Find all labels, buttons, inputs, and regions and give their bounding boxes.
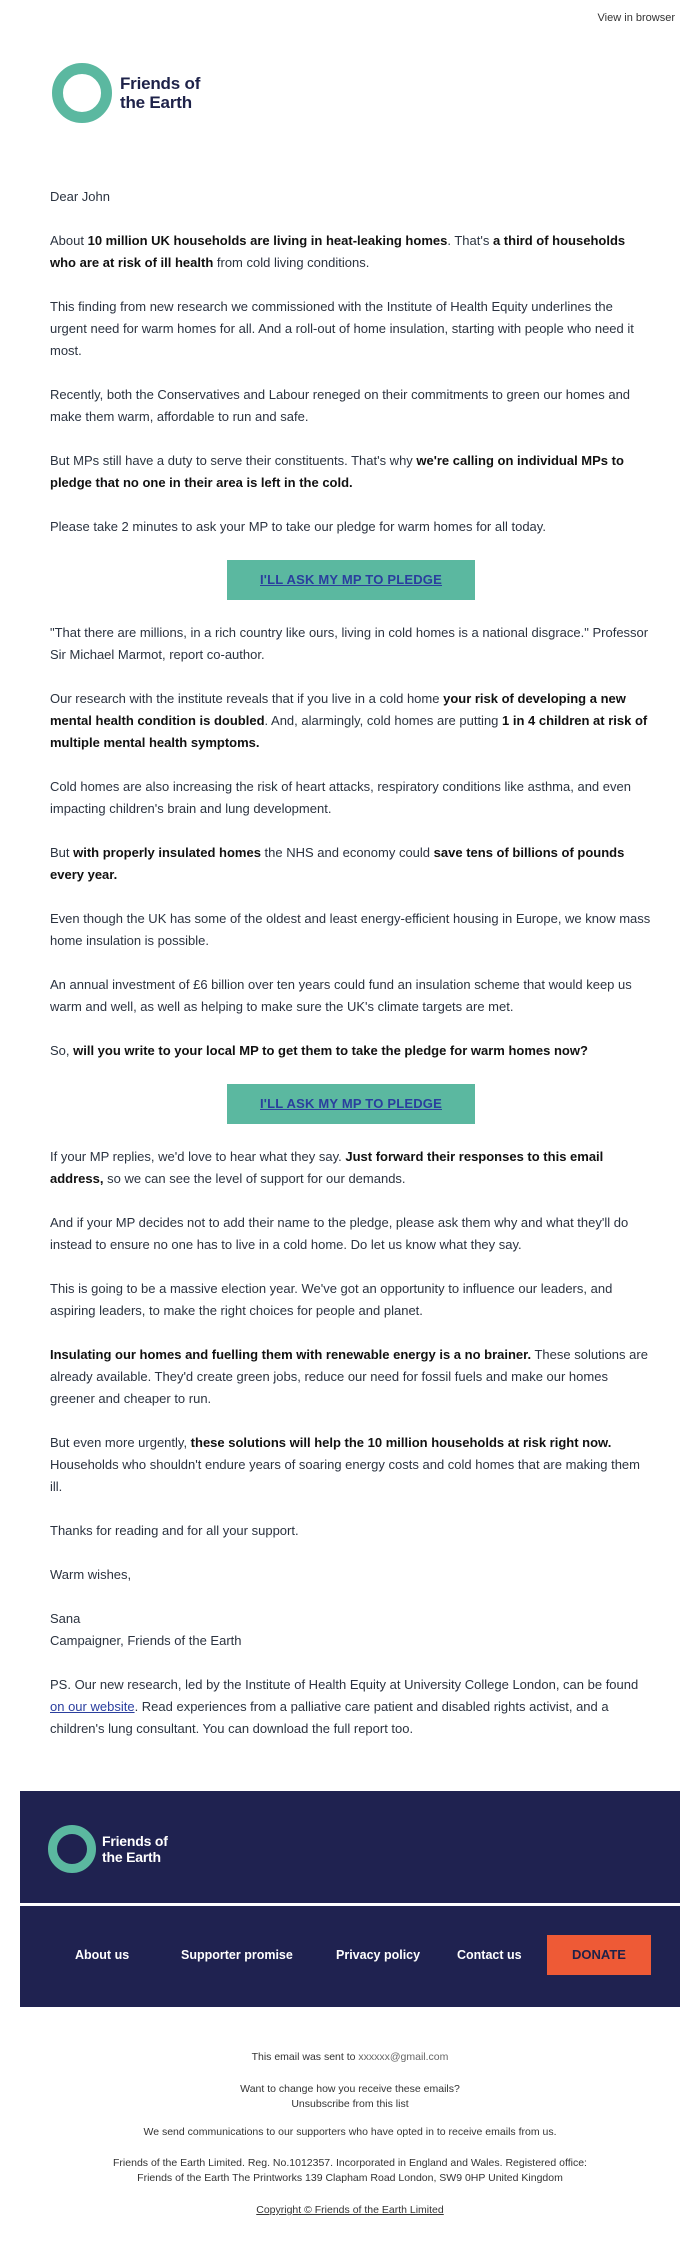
- footer-link-about-us[interactable]: About us: [75, 1948, 130, 1962]
- company-info-line1: Friends of the Earth Limited. Reg. No.1012357. Incorporated in England and Wales. Registered office:: [113, 2157, 587, 2169]
- logo-wordmark: Friends of the Earth: [120, 74, 201, 112]
- paragraph: Please take 2 minutes to ask your MP to take our pledge for warm homes for all today.: [50, 519, 546, 534]
- paragraph: But with properly insulated homes the NHS and economy could save tens of billions of pounds every year.: [50, 845, 625, 882]
- paragraph: If your MP replies, we'd love to hear what they say. Just forward their responses to this email address, so we can see the level of support for our demands.: [50, 1149, 604, 1186]
- sign-off: Warm wishes,: [50, 1567, 132, 1582]
- paragraph: Recently, both the Conservatives and Labour reneged on their commitments to green our homes and make them warm, affordable to run and safe.: [50, 387, 631, 424]
- signature: Sana Campaigner, Friends of the Earth: [50, 1611, 242, 1648]
- company-info-line2: Friends of the Earth The Printworks 139 Clapham Road London, SW9 0HP United Kingdom: [137, 2172, 563, 2184]
- view-in-browser-link[interactable]: View in browser: [597, 12, 675, 24]
- paragraph: But even more urgently, these solutions will help the 10 million households at risk right now. Households who shouldn't endure years of soaring energy costs and cold homes that are making them ill.: [50, 1435, 640, 1494]
- greeting: Dear John: [50, 189, 110, 204]
- header-logo[interactable]: [52, 63, 200, 123]
- change-prompt: Want to change how you receive these emails?: [240, 2083, 460, 2095]
- paragraph: Even though the UK has some of the oldest and least energy-efficient housing in Europe, we know mass home insulation is possible.: [50, 911, 651, 948]
- footer-logo[interactable]: [48, 1825, 168, 1873]
- ps-paragraph: PS. Our new research, led by the Institute of Health Equity at University College London, can be found on our website. Read experiences from a palliative care patient and disabled rights activist, and a children's lung consultant. You can download the full report too.: [50, 1677, 639, 1736]
- sent-to-line: This email was sent to xxxxxx@gmail.com: [251, 2051, 449, 2063]
- paragraph: About 10 million UK households are living in heat-leaking homes. That's a third of households who are at risk of ill health from cold living conditions.: [50, 233, 626, 270]
- paragraph: This is going to be a massive election year. We've got an opportunity to influence our leaders, and aspiring leaders, to make the right choices for people and planet.: [50, 1281, 613, 1318]
- cta-container: [50, 560, 652, 600]
- unsubscribe-link[interactable]: Unsubscribe from this list: [291, 2098, 409, 2110]
- pledge-cta-button[interactable]: I'LL ASK MY MP TO PLEDGE: [227, 560, 475, 600]
- logo-ring-icon: [52, 63, 112, 123]
- paragraph: But MPs still have a duty to serve their constituents. That's why we're calling on individual MPs to pledge that no one in their area is left in the cold.: [50, 453, 624, 490]
- paragraph: And if your MP decides not to add their name to the pledge, please ask them why and what they'll do instead to ensure no one has to live in a cold home. Do let us know what they say.: [50, 1215, 629, 1252]
- cta-container: [50, 1084, 652, 1124]
- footer-link-contact-us[interactable]: Contact us: [457, 1948, 522, 1962]
- paragraph: An annual investment of £6 billion over ten years could fund an insulation scheme that would keep us warm and well, as well as helping to make sure the UK's climate targets are met.: [50, 977, 632, 1014]
- website-link[interactable]: on our website: [50, 1699, 135, 1714]
- pledge-cta-button-2[interactable]: I'LL ASK MY MP TO PLEDGE: [227, 1084, 475, 1124]
- copyright-link[interactable]: Copyright © Friends of the Earth Limited: [256, 2204, 444, 2216]
- quote-paragraph: "That there are millions, in a rich country like ours, living in cold homes is a national disgrace." Professor Sir Michael Marmot, report co-author.: [50, 625, 649, 662]
- footer-nav: [20, 1906, 680, 2007]
- paragraph: So, will you write to your local MP to get them to take the pledge for warm homes now?: [50, 1043, 588, 1058]
- footer-brand-band: [20, 1791, 680, 1903]
- logo-wordmark: Friends of the Earth: [102, 1833, 168, 1865]
- paragraph: Thanks for reading and for all your support.: [50, 1523, 299, 1538]
- paragraph: Insulating our homes and fuelling them with renewable energy is a no brainer. These solutions are already available. They'd create green jobs, reduce our need for fossil fuels and make our homes greener and cheaper to run.: [50, 1347, 648, 1406]
- paragraph: Our research with the institute reveals that if you live in a cold home your risk of developing a new mental health condition is doubled. And, alarmingly, cold homes are putting 1 in 4 children at risk of multiple mental health symptoms.: [50, 691, 648, 750]
- logo-ring-icon: [48, 1825, 96, 1873]
- recipient-email: xxxxxx@gmail.com: [358, 2051, 449, 2063]
- email-body: [50, 186, 652, 1762]
- paragraph: Cold homes are also increasing the risk of heart attacks, respiratory conditions like asthma, and even impacting children's brain and lung development.: [50, 779, 631, 816]
- paragraph: This finding from new research we commissioned with the Institute of Health Equity underlines the urgent need for warm homes for all. And a roll-out of home insulation, starting with people who need it most.: [50, 299, 634, 358]
- footer-link-privacy-policy[interactable]: Privacy policy: [336, 1948, 421, 1962]
- opted-in-notice: We send communications to our supporters who have opted in to receive emails from us.: [143, 2126, 557, 2138]
- footer-link-supporter-promise[interactable]: Supporter promise: [181, 1948, 293, 1962]
- donate-button[interactable]: DONATE: [547, 1935, 651, 1975]
